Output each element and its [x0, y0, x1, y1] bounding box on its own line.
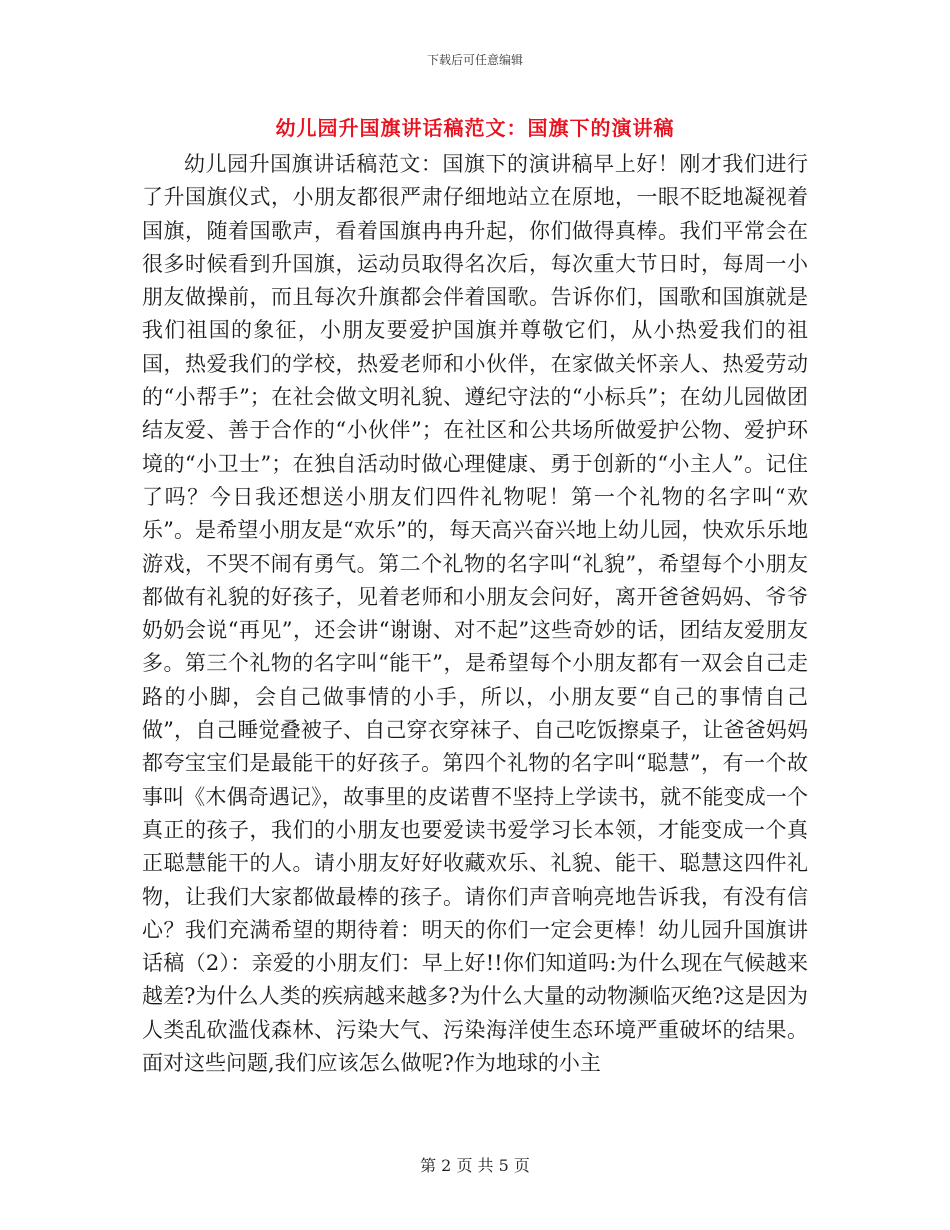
- page-header-note: 下载后可任意编辑: [426, 53, 523, 67]
- page-number-footer: 第 2 页 共 5 页: [420, 1156, 530, 1175]
- document-body: 幼儿园升国旗讲话稿范文：国旗下的演讲稿早上好！刚才我们进行了升国旗仪式，小朋友都很严肃仔细地站立在原地，一眼不眨地凝视着国旗，随着国歌声，看着国旗冉冉升起，你们做得真棒。我们平常会在很多时候看到升国旗，运动员取得名次后，每次重大节日时，每周一小朋友做操前，而且每次升旗都会伴着国歌。告诉你们，国歌和国旗就是我们祖国的象征，小朋友要爱护国旗并尊敬它们，从小热爱我们的祖国，热爱我们的学校，热爱老师和小伙伴，在家做关怀亲人、热爱劳动的“小帮手”；在社会做文明礼貌、遵纪守法的“小标兵”；在幼儿园做团结友爱、善于合作的“小伙伴”；在社区和公共场所做爱护公物、爱护环境的“小卫士”；在独自活动时做心理健康、勇于创新的“小主人”。记住了吗？今日我还想送小朋友们四件礼物呢！第一个礼物的名字叫“欢乐”。是希望小朋友是“欢乐”的，每天高兴奋兴地上幼儿园，快欢乐乐地游戏，不哭不闹有勇气。第二个礼物的名字叫“礼貌”，希望每个小朋友都做有礼貌的好孩子，见着老师和小朋友会问好，离开爸爸妈妈、爷爷奶奶会说“再见”，还会讲“谢谢、对不起”这些奇妙的话，团结友爱朋友多。第三个礼物的名字叫“能干”，是希望每个小朋友都有一双会自己走路的小脚，会自己做事情的小手，所以，小朋友要“自己的事情自己做”，自己睡觉叠被子、自己穿衣穿袜子、自己吃饭擦桌子，让爸爸妈妈都夸宝宝们是最能干的好孩子。第四个礼物的名字叫“聪慧”，有一个故事叫《木偶奇遇记》，故事里的皮诺曹不坚持上学读书，就不能变成一个真正的孩子，我们的小朋友也要爱读书爱学习长本领，才能变成一个真正聪慧能干的人。请小朋友好好收藏欢乐、礼貌、能干、聪慧这四件礼物，让我们大家都做最棒的孩子。请你们声音响亮地告诉我，有没有信心？我们充满希望的期待着：明天的你们一定会更棒！幼儿园升国旗讲话稿（2）：亲爱的小朋友们：早上好!!你们知道吗:为什么现在气候越来越差?为什么人类的疾病越来越多?为什么大量的动物濒临灭绝?这是因为人类乱砍滥伐森林、污染大气、污染海洋使生态环境严重破坏的结果。面对这些问题,我们应该怎么做呢?作为地球的小主: [142, 152, 808, 1076]
- document-title: 幼儿园升国旗讲话稿范文：国旗下的演讲稿: [275, 116, 675, 140]
